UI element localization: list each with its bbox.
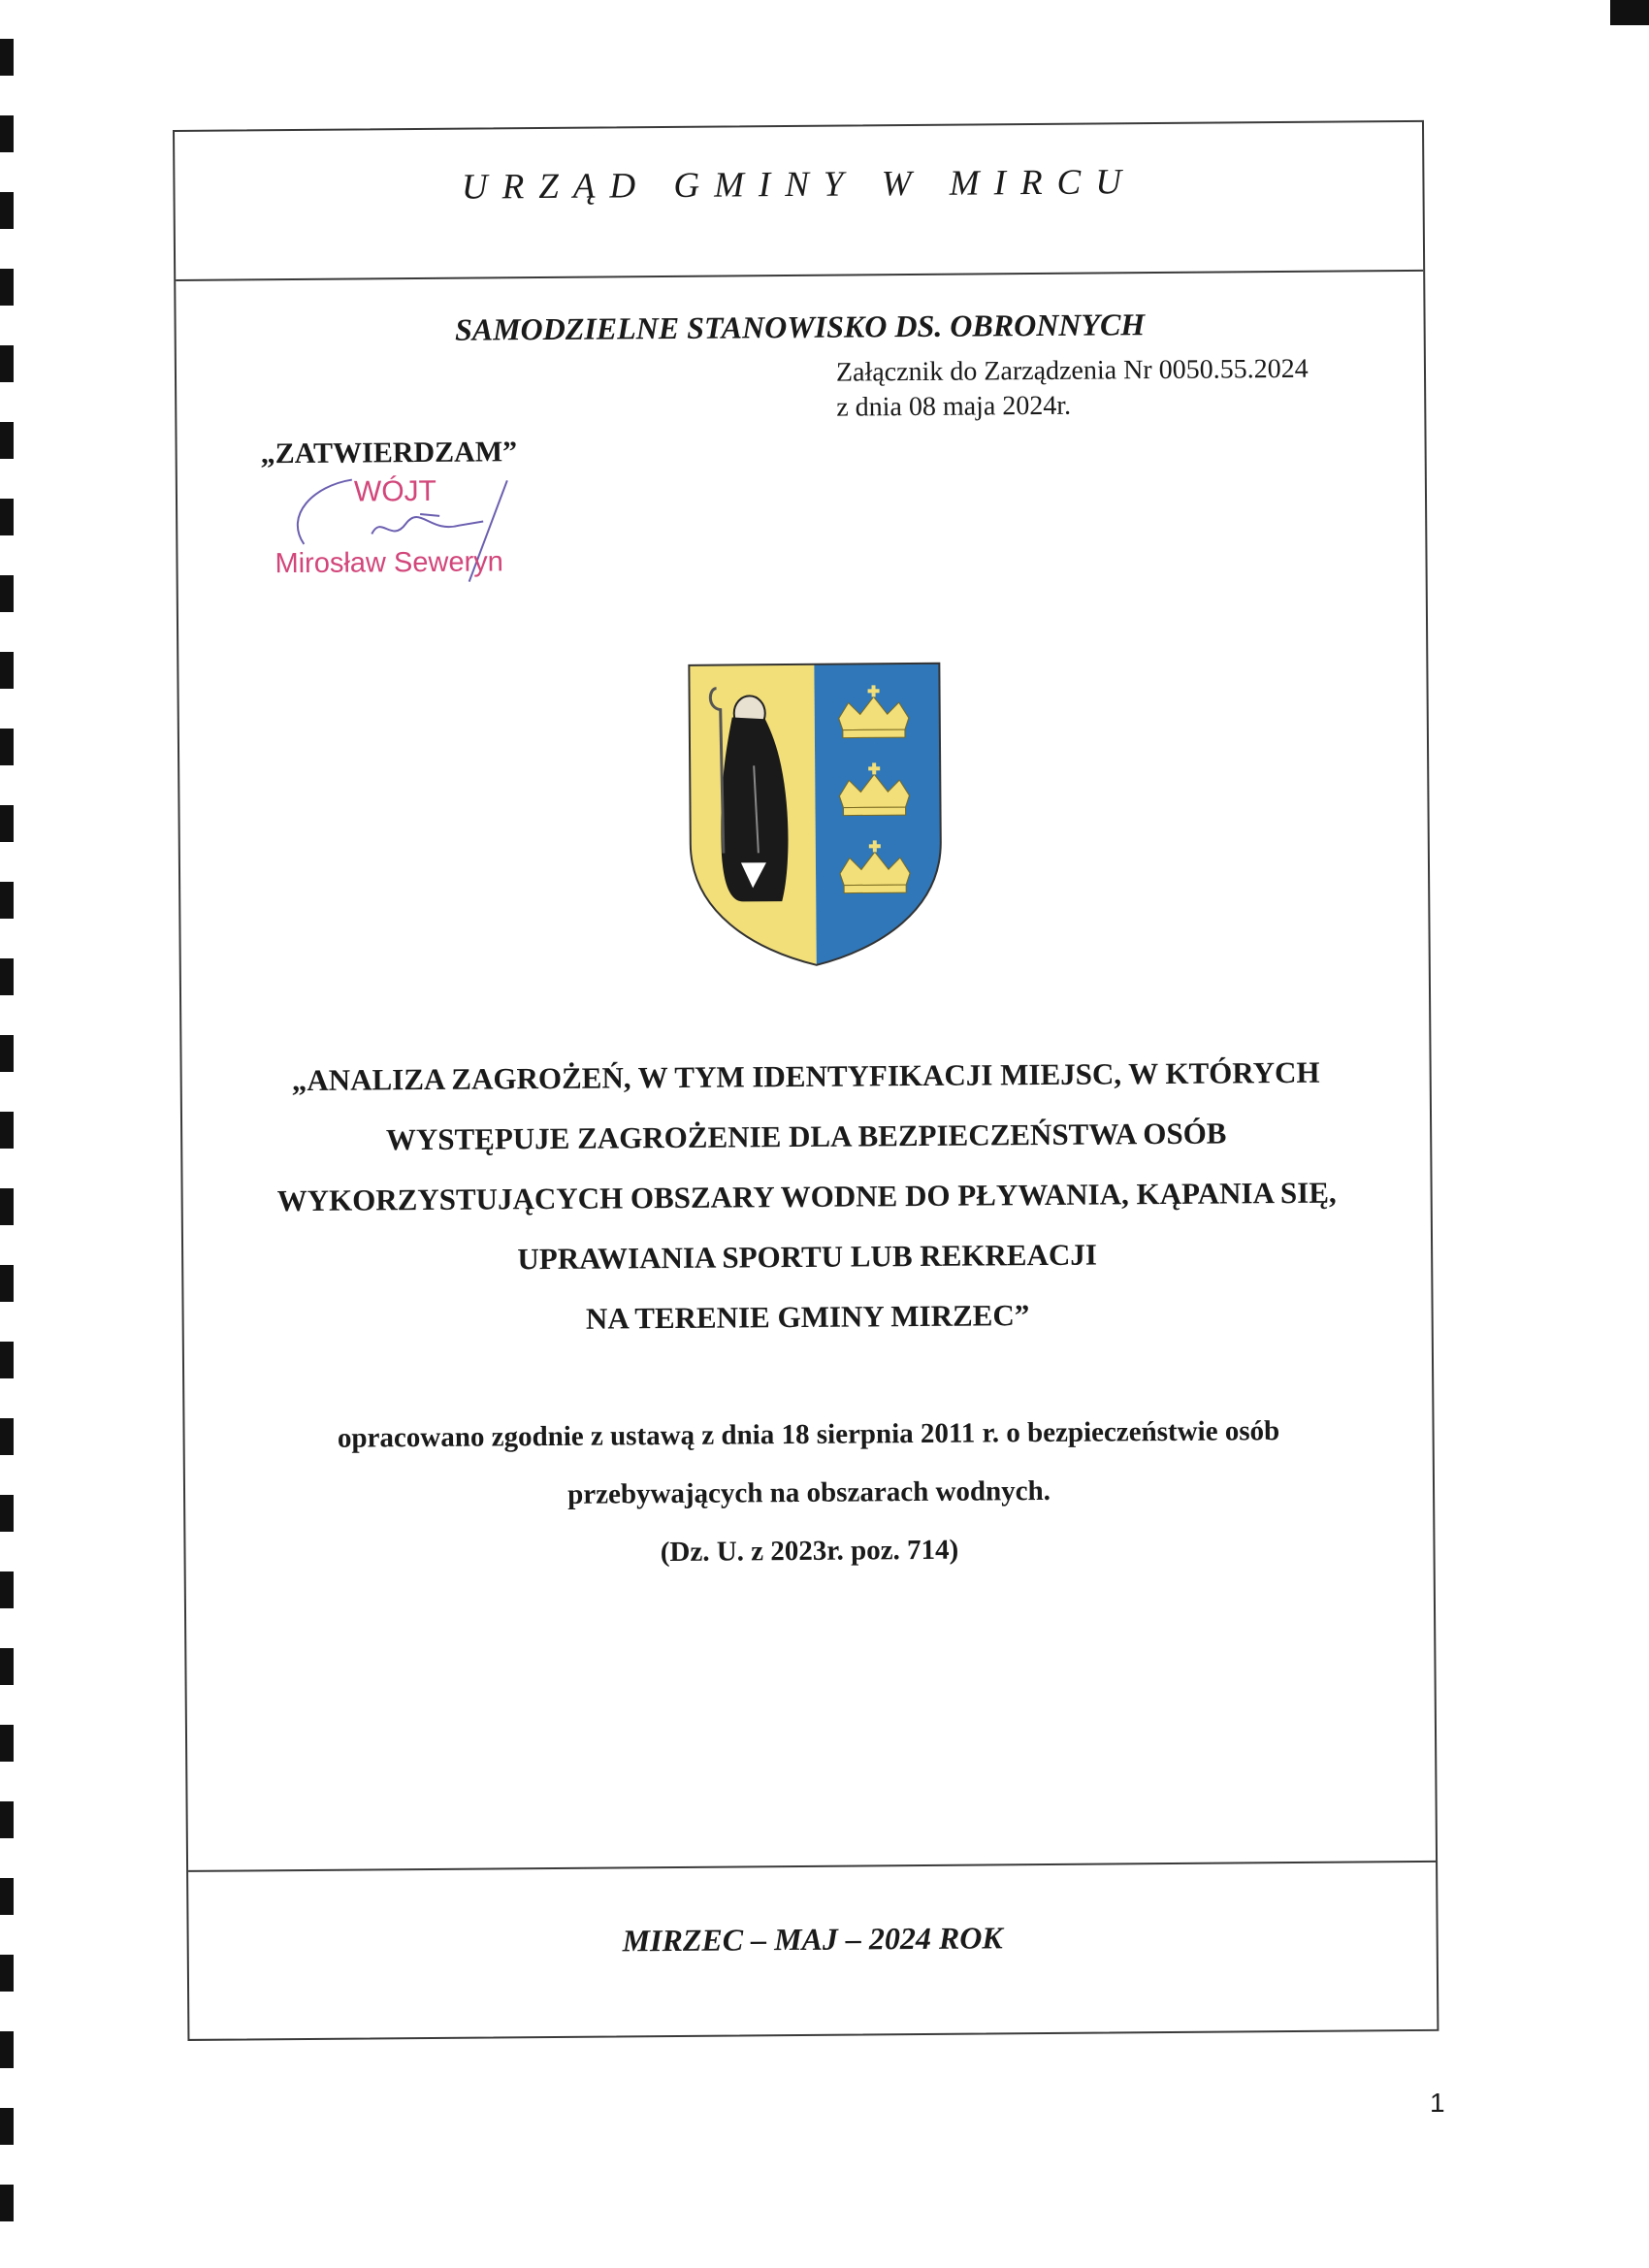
binding-hole	[0, 1571, 14, 1608]
binding-hole	[0, 1342, 14, 1378]
binding-hole	[0, 1648, 14, 1685]
binding-hole	[0, 729, 14, 765]
binding-hole	[0, 2185, 14, 2221]
binding-hole	[0, 269, 14, 306]
binding-hole	[0, 1035, 14, 1072]
legal-line-2: przebywających na obszarach wodnych.	[567, 1474, 1051, 1510]
binding-hole	[0, 1955, 14, 1992]
binding-hole	[0, 1725, 14, 1762]
binding-hole	[0, 1112, 14, 1149]
binding-hole	[0, 1495, 14, 1532]
cover-frame	[173, 120, 1439, 2041]
title-line-3: WYKORZYSTUJĄCYCH OBSZARY WODNE DO PŁYWANIA, KĄPANIA SIĘ,	[276, 1175, 1337, 1218]
spiral-binding	[0, 0, 21, 2268]
binding-hole	[0, 192, 14, 229]
title-line-5: NA TERENIE GMINY MIRZEC”	[585, 1298, 1030, 1336]
stamp-role: WÓJT	[353, 474, 437, 508]
annex-line-2: z dnia 08 maja 2024r.	[836, 390, 1072, 423]
footer-box	[188, 1861, 1437, 2039]
binding-hole	[0, 1801, 14, 1838]
binding-hole	[0, 805, 14, 842]
annex-note	[836, 352, 1309, 426]
stamp-name: Mirosław Seweryn	[275, 546, 503, 580]
approval-label: „ZATWIERDZAM”	[260, 436, 518, 470]
page-number: 1	[1430, 2088, 1445, 2118]
document-title	[181, 1042, 1431, 1352]
binding-hole	[0, 2031, 14, 2068]
coat-of-arms-icon	[683, 658, 948, 970]
scan-edge-mark	[1610, 0, 1649, 25]
binding-hole	[0, 652, 14, 689]
legal-basis	[184, 1401, 1433, 1585]
title-line-4: UPRAWIANIA SPORTU LUB REKREACJI	[517, 1237, 1098, 1277]
binding-hole	[0, 345, 14, 382]
signature-stamp	[275, 474, 557, 602]
binding-hole	[0, 1418, 14, 1455]
office-title: URZĄD GMINY W MIRCU	[461, 162, 1137, 208]
binding-hole	[0, 2108, 14, 2145]
binding-hole	[0, 1878, 14, 1915]
title-line-1: „ANALIZA ZAGROŻEŃ, W TYM IDENTYFIKACJI MIEJSC, W KTÓRYCH	[291, 1054, 1320, 1098]
title-line-2: WYSTĘPUJE ZAGROŻENIE DLA BEZPIECZEŃSTWA OSÓB	[385, 1116, 1227, 1157]
binding-hole	[0, 1265, 14, 1302]
binding-hole	[0, 882, 14, 919]
place-date: MIRZEC – MAJ – 2024 ROK	[622, 1920, 1003, 1959]
header-box	[175, 122, 1423, 281]
annex-line-1: Załącznik do Zarządzenia Nr 0050.55.2024	[835, 353, 1309, 388]
department-title: SAMODZIELNE STANOWISKO DS. OBRONNYCH	[454, 307, 1146, 347]
binding-hole	[0, 575, 14, 612]
legal-line-1: opracowano zgodnie z ustawą z dnia 18 sierpnia 2011 r. o bezpieczeństwie osób	[337, 1415, 1280, 1454]
legal-line-3: (Dz. U. z 2023r. poz. 714)	[660, 1534, 959, 1569]
binding-hole	[0, 115, 14, 152]
binding-hole	[0, 39, 14, 76]
binding-hole	[0, 499, 14, 535]
binding-hole	[0, 1188, 14, 1225]
binding-hole	[0, 958, 14, 995]
binding-hole	[0, 422, 14, 459]
